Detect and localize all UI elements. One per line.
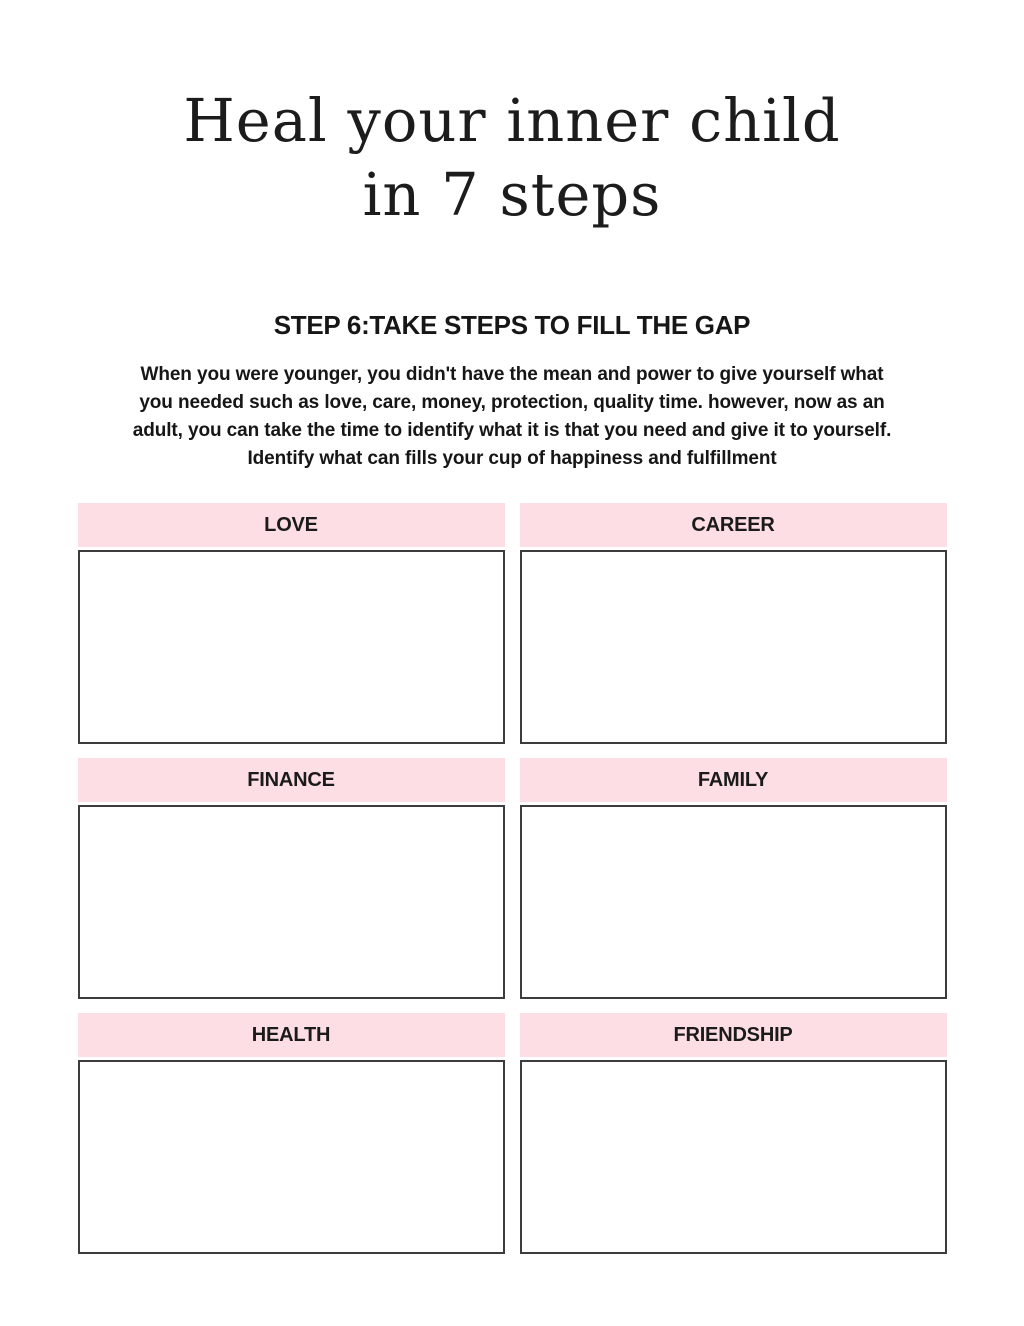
step-description	[0, 361, 1024, 473]
description-line: you needed such as love, care, money, protection, quality time. however, now as an	[139, 392, 885, 413]
category-section-finance	[78, 758, 505, 999]
step-heading: STEP 6:TAKE STEPS TO FILL THE GAP	[273, 310, 751, 340]
categories-grid	[78, 503, 947, 1254]
category-label: FRIENDSHIP	[673, 1023, 793, 1046]
category-section-career	[520, 503, 947, 744]
category-label: CAREER	[691, 513, 775, 536]
description-line: Identify what can fills your cup of happiness and fulfillment	[247, 448, 777, 469]
answer-box-friendship[interactable]	[520, 1060, 947, 1254]
answer-box-career[interactable]	[520, 550, 947, 744]
page-title-line-1: Heal your inner child	[183, 86, 841, 155]
category-section-health	[78, 1013, 505, 1254]
answer-box-family[interactable]	[520, 805, 947, 999]
category-header-finance	[78, 758, 505, 802]
category-label: HEALTH	[251, 1023, 331, 1046]
answer-box-finance[interactable]	[78, 805, 505, 999]
category-header-family	[520, 758, 947, 802]
page-title	[0, 0, 1024, 232]
answer-box-health[interactable]	[78, 1060, 505, 1254]
category-label: LOVE	[264, 513, 318, 536]
description-line: When you were younger, you didn't have the mean and power to give yourself what	[140, 364, 884, 385]
category-section-friendship	[520, 1013, 947, 1254]
category-header-friendship	[520, 1013, 947, 1057]
answer-box-love[interactable]	[78, 550, 505, 744]
category-label: FAMILY	[697, 768, 769, 791]
category-header-career	[520, 503, 947, 547]
page-title-line-2: in 7 steps	[362, 160, 662, 229]
category-section-love	[78, 503, 505, 744]
description-line: adult, you can take the time to identify what it is that you need and give it to yourself.	[132, 420, 892, 441]
category-header-love	[78, 503, 505, 547]
category-section-family	[520, 758, 947, 999]
category-header-health	[78, 1013, 505, 1057]
category-label: FINANCE	[247, 768, 335, 791]
